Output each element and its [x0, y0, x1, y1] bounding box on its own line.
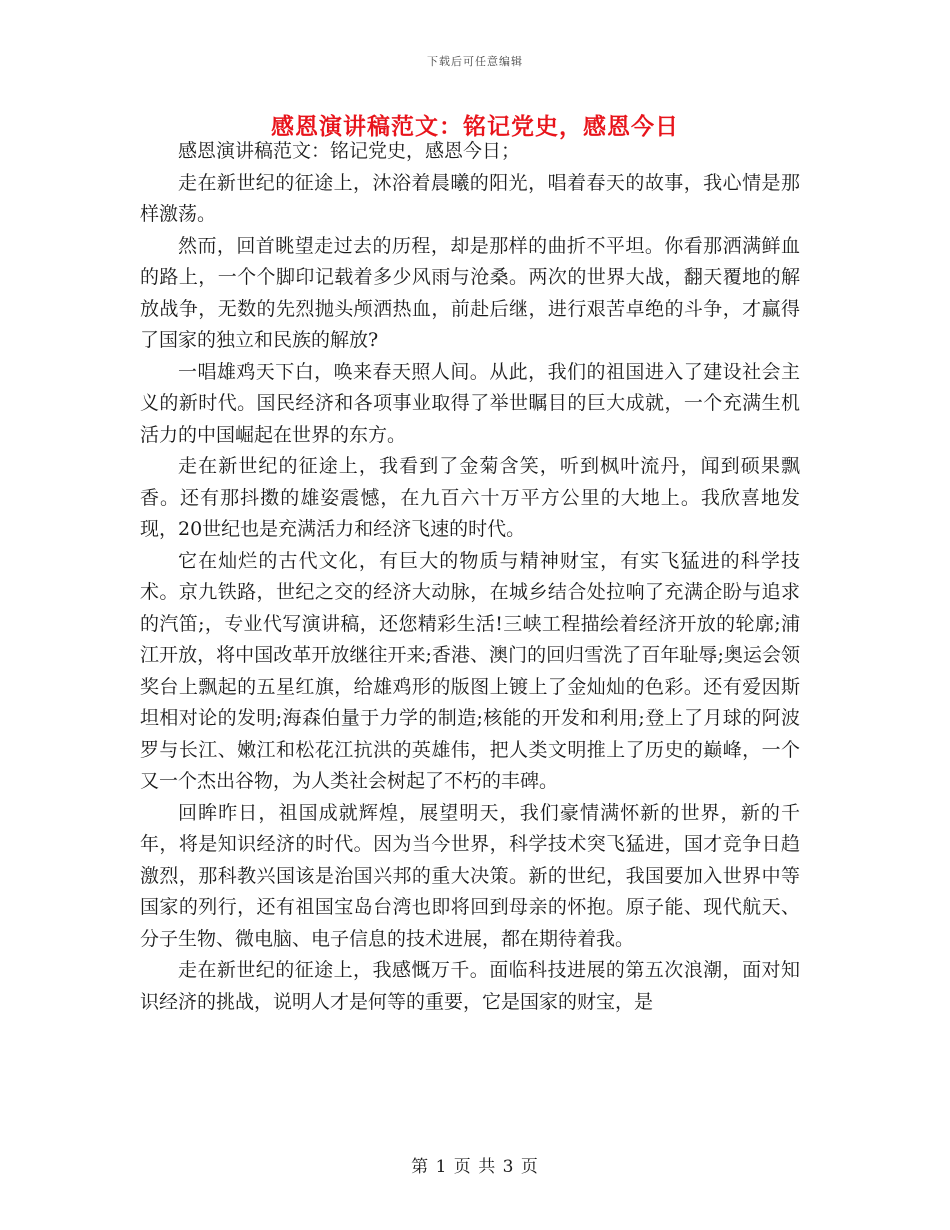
paragraph: 回眸昨日，祖国成就辉煌，展望明天，我们豪情满怀新的世界，新的千年，将是知识经济的时代。因为当今世界，科学技术突飞猛进，国才竞争日趋激烈，那科教兴国该是治国兴邦的重大决策。新的世纪，我国要加入世界中等国家的列行，还有祖国宝岛台湾也即将回到母亲的怀抱。原子能、现代航天、分子生物、微电脑、电子信息的技术进展，都在期待着我。	[140, 801, 800, 950]
page-header: 下载后可任意编辑	[427, 55, 523, 68]
paragraph: 它在灿烂的古代文化，有巨大的物质与精神财宝，有实飞猛进的科学技术。京九铁路，世纪之交的经济大动脉，在城乡结合处拉响了充满企盼与追求的汽笛;，专业代写演讲稿，还您精彩生活!三峡工程描绘着经济开放的轮廓;浦江开放，将中国改革开放继往开来;香港、澳门的回归雪洗了百年耻辱;奥运会领奖台上飘起的五星红旗，给雄鸡形的版图上镀上了金灿灿的色彩。还有爱因斯坦相对论的发明;海森伯量于力学的制造;核能的开发和利用;登上了月球的阿波罗与长江、嫩江和松花江抗洪的英雄伟，把人类文明推上了历史的巅峰，一个又一个杰出谷物，为人类社会树起了不朽的丰碑。	[140, 549, 800, 792]
page-number: 第 1 页 共 3 页	[411, 1157, 539, 1177]
paragraph: 然而，回首眺望走过去的历程，却是那样的曲折不平坦。你看那洒满鲜血的路上，一个个脚印记载着多少风雨与沧桑。两次的世界大战，翻天覆地的解放战争，无数的先烈抛头颅洒热血，前赴后继，进行艰苦卓绝的斗争，才赢得了国家的独立和民族的解放?	[140, 234, 800, 351]
document-body	[140, 136, 800, 1018]
paragraph: 走在新世纪的征途上，我看到了金菊含笑，听到枫叶流丹，闻到硕果飘香。还有那抖擞的雄姿震憾，在九百六十万平方公里的大地上。我欣喜地发现，20世纪也是充满活力和经济飞速的时代。	[140, 455, 800, 540]
paragraph: 走在新世纪的征途上，沐浴着晨曦的阳光，唱着春天的故事，我心情是那样激荡。	[140, 171, 800, 225]
document-title: 感恩演讲稿范文：铭记党史，感恩今日	[271, 113, 679, 140]
paragraph: 走在新世纪的征途上，我感慨万千。面临科技进展的第五次浪潮，面对知识经济的挑战，说明人才是何等的重要，它是国家的财宝，是	[140, 959, 800, 1013]
paragraph: 一唱雄鸡天下白，唤来春天照人间。从此，我们的祖国进入了建设社会主义的新时代。国民经济和各项事业取得了举世瞩目的巨大成就，一个充满生机活力的中国崛起在世界的东方。	[140, 360, 800, 446]
paragraph: 感恩演讲稿范文：铭记党史，感恩今日；	[178, 140, 521, 162]
